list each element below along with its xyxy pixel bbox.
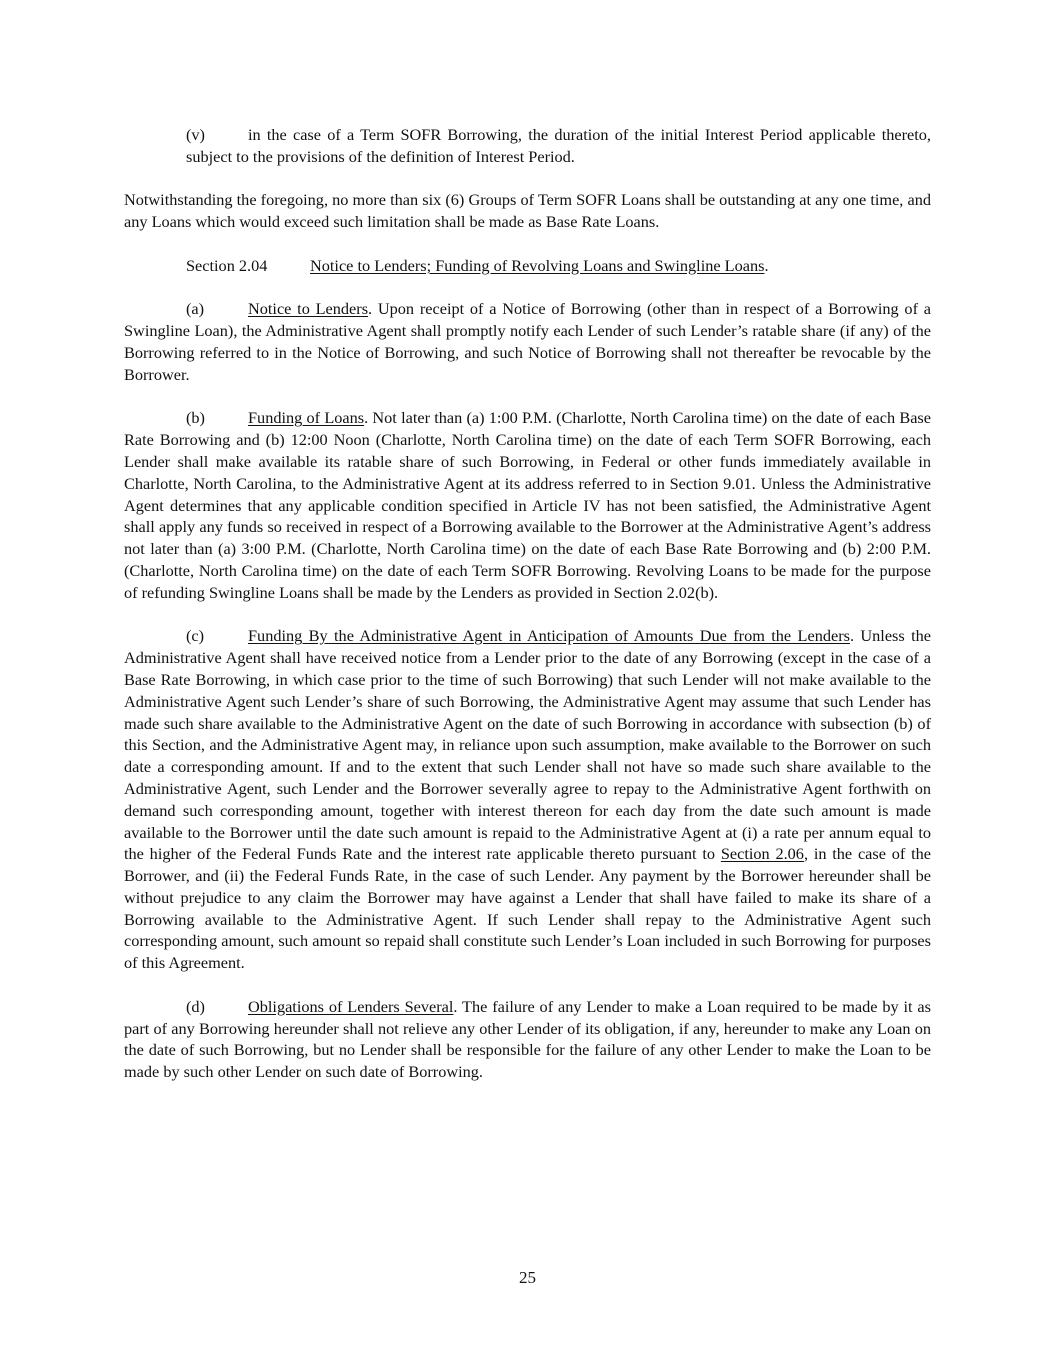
paragraph-number: (a) [186,299,205,319]
section-heading [186,255,931,277]
clause-v [124,124,931,168]
paragraph-number: (b) [186,408,205,428]
paragraph-c [124,625,931,974]
paragraph-heading: Funding of Loans [248,408,365,428]
paragraph-heading: Funding By the Administrative Agent in Anticipation of Amounts Due from the Lenders [248,626,850,646]
section-title: Notice to Lenders; Funding of Revolving Loans and Swingline Loans [310,255,765,275]
section-number: Section 2.04 [186,255,268,275]
page-number: 25 [519,1268,536,1287]
paragraph-text: . Not later than (a) 1:00 P.M. (Charlotte, North Carolina time) on the date of each Base Rate Borrowing and (b) 12:00 Noon (Charlotte, North Carolina time) on the date of each Term SOFR Borrowing, each Lender shall make available its ratable share of such Borrowing, in Federal or other funds immediately available in Charlotte, North Carolina, to the Administrative Agent at its address referred to in Section 9.01. Unless the Administrative Agent determines that any applicable condition specified in Article IV has not been satisfied, the Administrative Agent shall apply any funds so received in respect of a Borrowing available to the Borrower at the Administrative Agent’s address not later than (a) 3:00 P.M. (Charlotte, North Carolina time) on the date of each Base Rate Borrowing and (b) 2:00 P.M. (Charlotte, North Carolina time) on the date of each Term SOFR Borrowing. Revolving Loans to be made for the purpose of refunding Swingline Loans shall be made by the Lenders as provided in Section 2.02(b). [124,408,931,602]
section-reference: Section 2.06 [720,844,804,864]
paragraph-number: (d) [186,996,205,1016]
paragraph-heading: Obligations of Lenders Several [248,996,454,1016]
document-page [124,124,931,1083]
paragraph-heading: Notice to Lenders [248,299,369,319]
paragraph-text: . Unless the Administrative Agent shall have received notice from a Lender prior to the date of any Borrowing (except in the case of a Base Rate Borrowing, in which case prior to the time of such Borrowing) that such Lender will not make available to the Administrative Agent such Lender’s share of such Borrowing, the Administrative Agent may assume that such Lender has made such share available to the Administrative Agent on the date of such Borrowing in accordance with subsection (b) of this Section, and the Administrative Agent may, in reliance upon such assumption, make available to the Borrower on such date a corresponding amount. If and to the extent that such Lender shall not have so made such share available to the Administrative Agent, such Lender and the Borrower severally agree to repay to the Administrative Agent forthwith on demand such corresponding amount, together with interest thereon for each day from the date such amount is made available to the Borrower until the date such amount is repaid to the Administrative Agent at (i) a rate per annum equal to the higher of the Federal Funds Rate and the interest rate applicable thereto pursuant to [124,626,931,864]
paragraph-d [124,996,931,1083]
paragraph-text-continued: , in the case of the Borrower, and (ii) the Federal Funds Rate, in the case of such Lender. Any payment by the Borrower hereunder shall be without prejudice to any claim the Borrower may have against a Lender that shall have failed to make its share of a Borrowing available to the Administrative Agent. If such Lender shall repay to the Administrative Agent such corresponding amount, such amount so repaid shall constitute such Lender’s Loan included in such Borrowing for purposes of this Agreement. [124,844,931,973]
paragraph-b [124,407,931,603]
paragraph-text: . Upon receipt of a Notice of Borrowing (other than in respect of a Borrowing of a Swingline Loan), the Administrative Agent shall promptly notify each Lender of such Lender’s ratable share (if any) of the Borrowing referred to in the Notice of Borrowing, and such Notice of Borrowing shall not thereafter be revocable by the Borrower. [124,299,931,384]
clause-number: (v) [186,125,205,144]
paragraph-number: (c) [186,626,205,646]
paragraph-text: . The failure of any Lender to make a Loan required to be made by it as part of any Borrowing hereunder shall not relieve any other Lender of its obligation, if any, hereunder to make any Loan on the date of such Borrowing, but no Lender shall be responsible for the failure of any other Lender to make the Loan to be made by such other Lender on such date of Borrowing. [124,996,931,1082]
notwithstanding-paragraph: Notwithstanding the foregoing, no more than six (6) Groups of Term SOFR Loans shall be outstanding at any one time, and any Loans which would exceed such limitation shall be made as Base Rate Loans. [124,190,931,232]
paragraph-a [124,298,931,385]
clause-text: in the case of a Term SOFR Borrowing, the duration of the initial Interest Period applicable thereto, subject to the provisions of the definition of Interest Period. [186,125,931,166]
section-title-period: . [764,255,769,275]
